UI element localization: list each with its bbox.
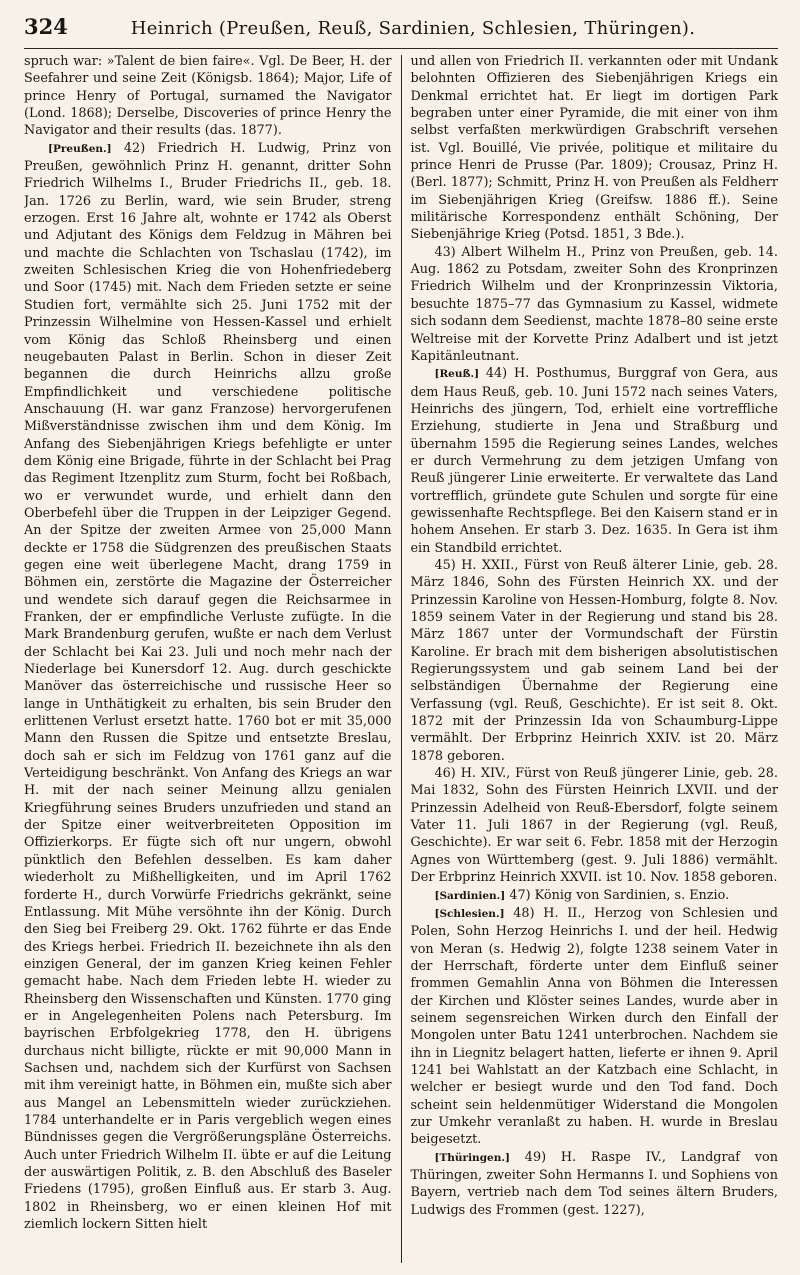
entry-45-heinrich-xxii: 45) H. XXII., Fürst von Reuß älterer Linie, geb. 28. März 1846, Sohn des Fürsten Heinrich XX. und der Prinzessin Karoline von Hessen-Homburg, folgte 8. Nov. 1859 seinem Vater in der Regierung und stand bis 28. März 1867 unter der Vormundschaft der Fürstin Karoline. Er brach mit dem bisherigen absolutistischen Regierungssystem und gab seinem Land bei der selbständigen Übernahme der Regierung eine Verfassung (vgl. Reuß, Geschichte). Er ist seit 8. Okt. 1872 mit der Prinzessin Ida von Schaumburg-Lippe vermählt. Der Erbprinz Heinrich XXIV. ist 20. März 1878 geboren. [410, 557, 778, 764]
text-columns [24, 53, 778, 1263]
entry-44-posthumus: [Reuß.] 44) H. Posthumus, Burggraf von Gera, aus dem Haus Reuß, geb. 10. Juni 1572 nach seines Vaters, Heinrichs des jüngern, Tod, erhielt eine vortreffliche Erziehung, studierte in Jena und Straßburg und übernahm 1595 die Regierung seines Landes, welches er durch Vermehrung zu dem jetzigen Umfang von Reuß jüngerer Linie erweiterte. Er verwaltete das Land vortrefflich, gründete gute Schulen und sorgte für eine gewissenhafte Rechtspflege. Bei den Kaisern stand er in hohem Ansehen. Er starb 3. Dez. 1635. In Gera ist ihm ein Standbild errichtet. [410, 366, 778, 556]
left-column [24, 53, 392, 1263]
entry-43-albert-wilhelm: 43) Albert Wilhelm H., Prinz von Preußen, geb. 14. Aug. 1862 zu Potsdam, zweiter Sohn des Kronprinzen Friedrich Wilhelm und der Kronprinzessin Viktoria, besuchte 1875–77 das Gymnasium zu Kassel, widmete sich sodann dem Seedienst, machte 1878–80 seine erste Weltreise mit der Korvette Prinz Adalbert und ist jetzt Kapitänleutnant. [410, 244, 778, 364]
page-number: 324 [24, 14, 68, 39]
section-tag-sardinien: [Sardinien.] [434, 889, 506, 902]
right-column [410, 53, 778, 1263]
entry-41-continuation: spruch war: »Talent de bien faire«. Vgl. De Beer, H. der Seefahrer und seine Zeit (Königsb. 1864); Major, Life of prince Henry of Portugal, surnamed the Navigator (Lond. 1868); Derselbe, Discoveries of prince Henry the Navigator and their results (das. 1877). [24, 54, 392, 139]
column-divider [401, 55, 402, 1263]
section-tag-schlesien: [Schlesien.] [434, 907, 505, 920]
entry-42-continuation: und allen von Friedrich II. verkannten oder mit Undank belohnten Offizieren des Siebenjährigen Kriegs ein Denkmal errichtet hat. Er liegt im dortigen Park begraben unter einer Pyramide, die mit einer von ihm selbst verfaßten merkwürdigen Grabschrift versehen ist. Vgl. Bouillé, Vie privée, politique et militaire du prince Henri de Prusse (Par. 1809); Crousaz, Prinz H. (Berl. 1877); Schmitt, Prinz H. von Preußen als Feldherr im Siebenjährigen Krieg (Greifsw. 1886 ff.). Seine militärische Korrespondenz enthält Schöning, Der Siebenjährige Krieg (Potsd. 1851, 3 Bde.). [410, 54, 778, 243]
entry-46-heinrich-xiv: 46) H. XIV., Fürst von Reuß jüngerer Linie, geb. 28. Mai 1832, Sohn des Fürsten Heinrich LXVII. und der Prinzessin Adelheid von Reuß-Ebersdorf, folgte seinem Vater 11. Juli 1867 in der Regierung (vgl. Reuß, Geschichte). Er war seit 6. Febr. 1858 mit der Herzogin Agnes von Württemberg (gest. 9. Juli 1886) vermählt. Der Erbprinz Heinrich XXVII. ist 10. Nov. 1858 geboren. [410, 766, 778, 886]
entry-42-friedrich-heinrich-ludwig: [Preußen.] 42) Friedrich H. Ludwig, Prinz von Preußen, gewöhnlich Prinz H. genannt, dritter Sohn Friedrich Wilhelms I., Bruder Friedrichs II., geb. 18. Jan. 1726 zu Berlin, ward, wie sein Bruder, streng erzogen. Erst 16 Jahre alt, wohnte er 1742 als Oberst und Adjutant des Königs dem Feldzug in Mähren bei und machte die Schlachten von Tschaslau (1742), im zweiten Schlesischen Krieg die von Hohenfriedeberg und Soor (1745) mit. Nach dem Frieden setzte er seine Studien fort, vermählte sich 25. Juni 1752 mit der Prinzessin Wilhelmine von Hessen-Kassel und erhielt vom König das Schloß Rheinsberg und einen neugebauten Palast in Berlin. Schon in dieser Zeit begannen die durch Heinrichs allzu große Empfindlichkeit und verschiedene politische Anschauung (H. war ganz Franzose) hervorgerufenen Mißverständnisse zwischen ihm und dem König. Im Anfang des Siebenjährigen Kriegs befehligte er unter dem König eine Brigade, führte in der Schlacht bei Prag das Regiment Itzenplitz zum Sturm, focht bei Roßbach, wo er verwundet wurde, und erhielt dann den Oberbefehl über die Truppen in der Leipziger Gegend. An der Spitze der zweiten Armee von 25,000 Mann deckte er 1758 die Südgrenzen des preußischen Staats gegen eine weit überlegene Macht, drang 1759 in Böhmen ein, zerstörte die Magazine der Österreicher und wendete sich darauf gegen die Reichsarmee in Franken, der er empfindliche Verluste zufügte. In die Mark Brandenburg gerufen, wußte er nach dem Verlust der Schlacht bei Kai 23. Juli und noch mehr nach der Niederlage bei Kunersdorf 12. Aug. durch geschickte Manöver das österreichische und russische Heer so lange in Unthätigkeit zu erhalten, bis sein Bruder den erlittenen Verlust ersetzt hatte. 1760 bot er mit 35,000 Mann den Russen die Spitze und entsetzte Breslau, doch sah er sich im Feldzug von 1761 ganz auf die Verteidigung beschränkt. Von Anfang des Kriegs an war H. mit der nach seiner Meinung allzu genialen Kriegführung seines Bruders unzufrieden und stand an der Spitze einer weitverbreiteten Opposition im Offizierkorps. Er fügte sich oft nur ungern, obwohl pünktlich den Befehlen desselben. Es kam daher wiederholt zu Mißhelligkeiten, und im April 1762 forderte H., durch Vorwürfe Friedrichs gekränkt, seine Entlassung. Mit Mühe versöhnte ihn der König. Durch den Sieg bei Freiberg 29. Okt. 1762 führte er das Ende des Kriegs herbei. Friedrich II. bezeichnete ihn als den einzigen General, der im ganzen Krieg keinen Fehler gemacht habe. Nach dem Frieden lebte H. wieder zu Rheinsberg den Wissenschaften und Künsten. 1770 ging er in Angelegenheiten Polens nach Petersburg. Im bayrischen Erbfolgekrieg 1778, den H. übrigens durchaus nicht billigte, rückte er mit 90,000 Mann in Sachsen und, nachdem sich der Kurfürst von Sachsen mit ihm vereinigt hatte, in Böhmen ein, mußte sich aber aus Mangel an Lebensmitteln wieder zurückziehen. 1784 unterhandelte er in Paris vergeblich wegen eines Bündnisses gegen die Vergrößerungspläne Österreichs. Auch unter Friedrich Wilhelm II. übte er auf die Leitung der auswärtigen Politik, z. B. den Abschluß des Baseler Friedens (1795), großen Einfluß aus. Er starb 3. Aug. 1802 in Rheinsberg, wo er einen kleinen Hof mit ziemlich lockern Sitten hielt [24, 140, 392, 1233]
entry-49-heinrich-raspe: [Thüringen.] 49) H. Raspe IV., Landgraf von Thüringen, zweiter Sohn Hermanns I. und Sophiens von Bayern, vertrieb nach dem Tod seines ältern Bruders, Ludwigs des Frommen (gest. 1227), [410, 1149, 778, 1218]
entry-47-sardinien: [Sardinien.] 47) König von Sardinien, s. Enzio. [434, 887, 730, 903]
section-tag-preussen: [Preußen.] [48, 142, 112, 155]
section-tag-reuss: [Reuß.] [434, 368, 480, 381]
section-tag-thueringen: [Thüringen.] [434, 1151, 510, 1164]
page-header [24, 14, 778, 49]
running-head: Heinrich (Preußen, Reuß, Sardinien, Schlesien, Thüringen). [130, 18, 696, 39]
entry-48-heinrich-ii-schlesien: [Schlesien.] 48) H. II., Herzog von Schlesien und Polen, Sohn Herzog Heinrichs I. und der heil. Hedwig von Meran (s. Hedwig 2), folgte 1238 seinem Vater in der Herrschaft, förderte unter dem Einfluß seiner frommen Gemahlin Anna von Böhmen die Interessen der Kirchen und Klöster seines Landes, wurde aber in seinem segensreichen Wirken durch den Einfall der Mongolen unter Batu 1241 unterbrochen. Nachdem sie ihn in Liegnitz belagert hatten, lieferte er ihnen 9. April 1241 bei Wahlstatt an der Katzbach eine Schlacht, in welcher er besiegt wurde und den Tod fand. Doch scheint sein heldenmütiger Widerstand die Mongolen zur Umkehr veranlaßt zu haben. H. wurde in Breslau beigesetzt. [410, 905, 778, 1148]
